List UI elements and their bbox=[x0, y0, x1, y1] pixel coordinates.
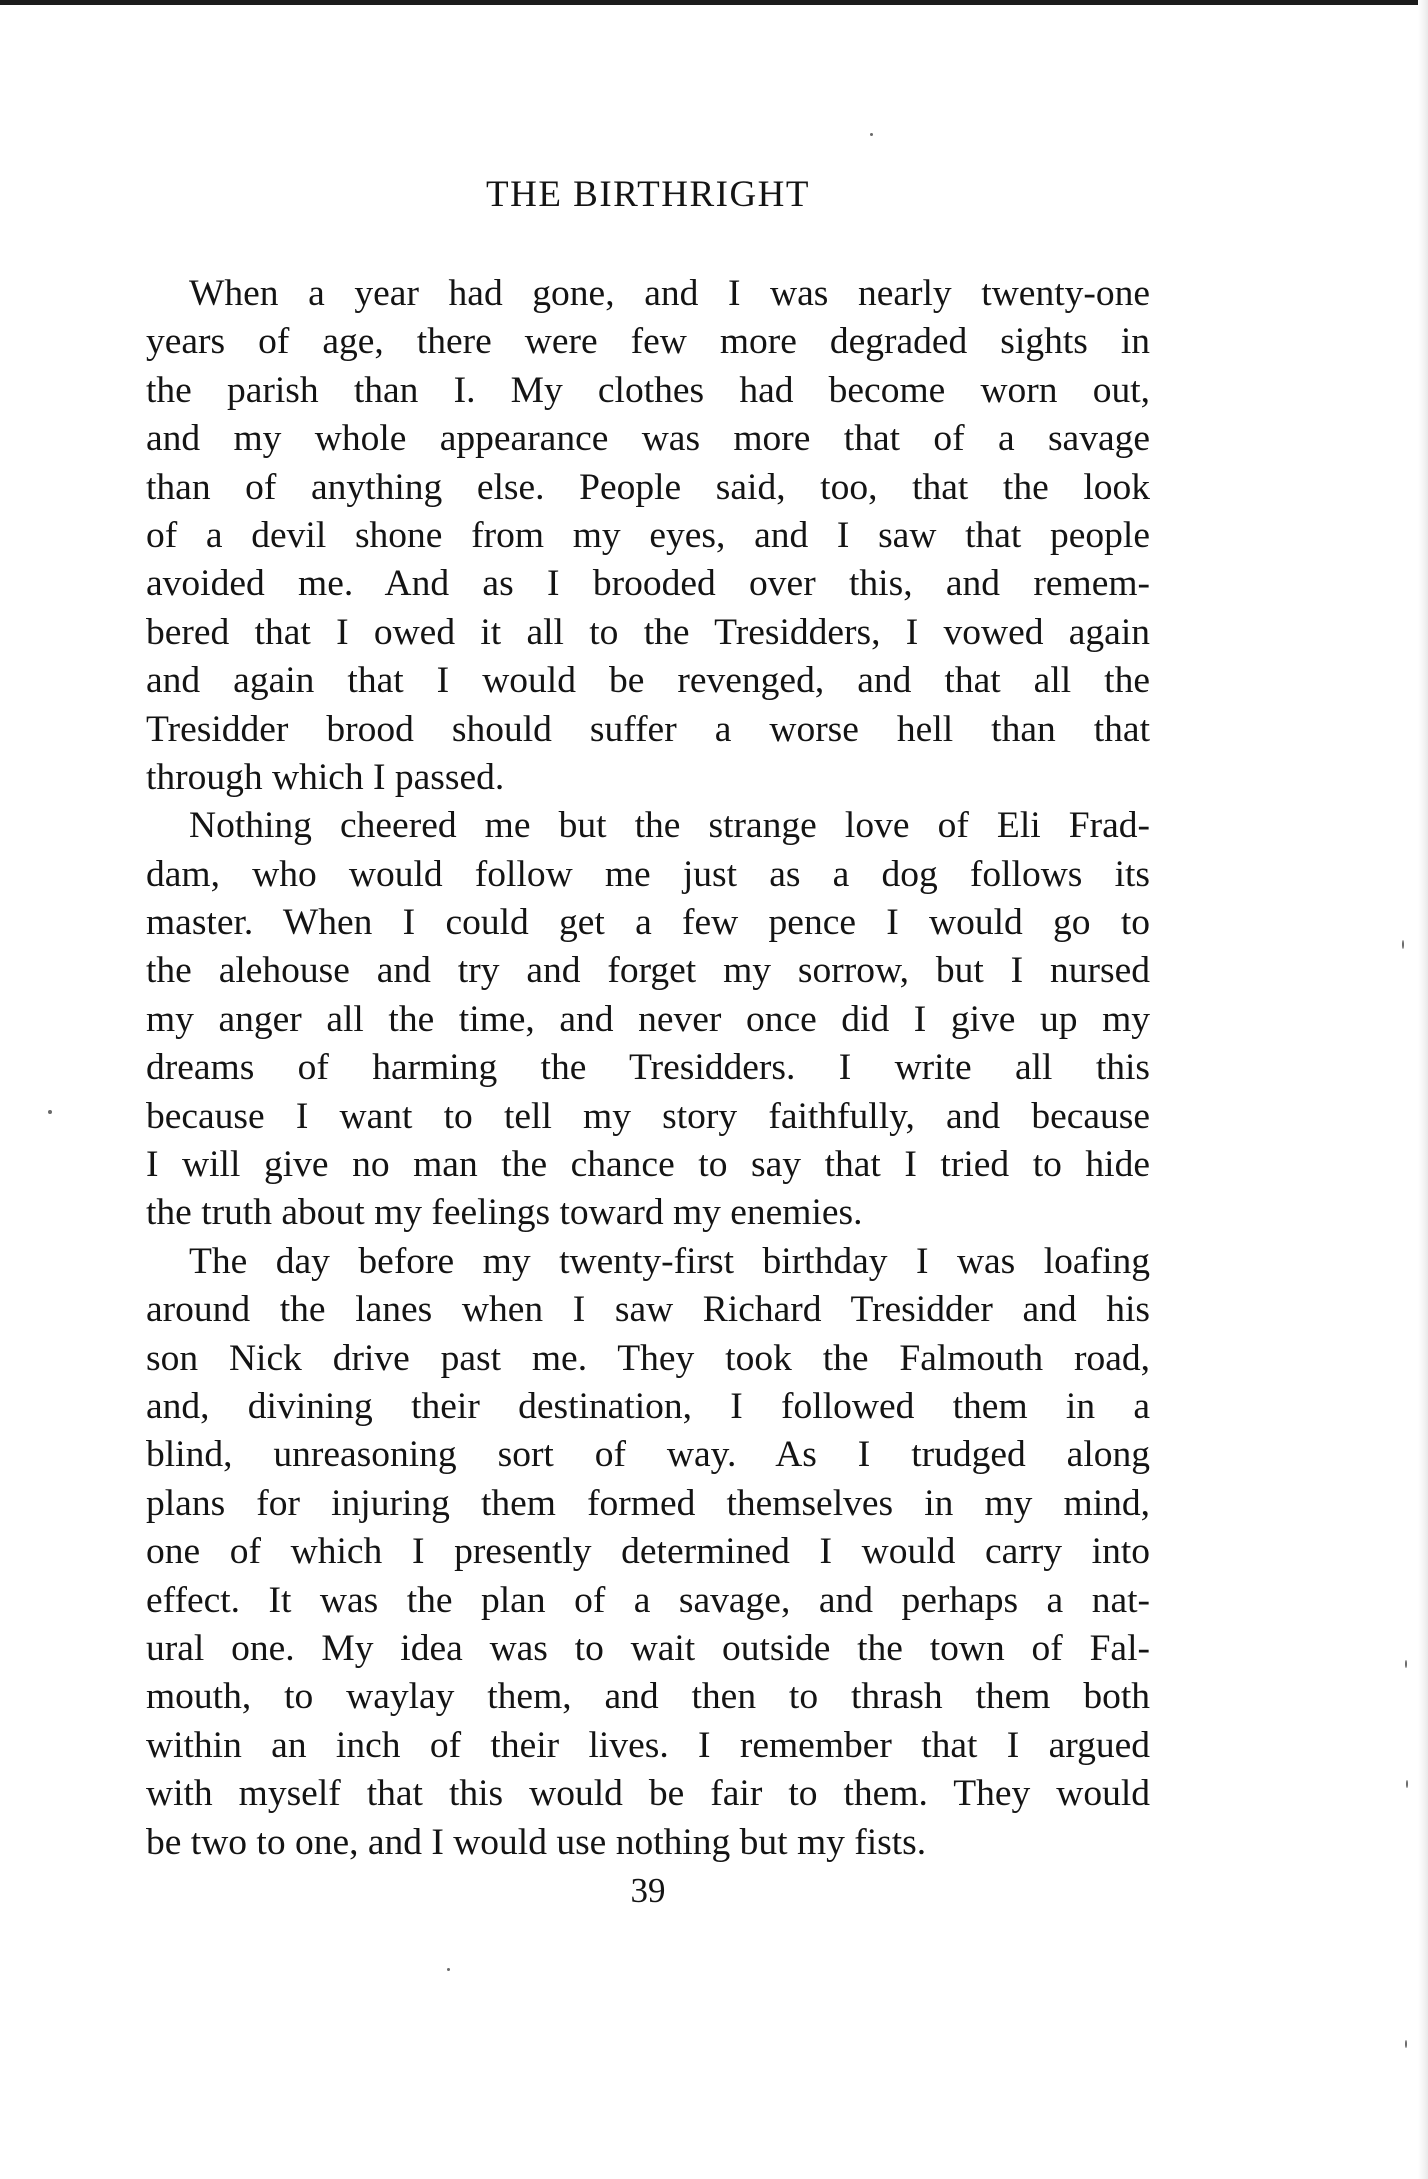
text-line: be two to one, and I would use nothing but my fists. bbox=[146, 1821, 927, 1863]
text-line: of a devil shone from my eyes, and I saw that people bbox=[146, 514, 1150, 556]
paragraph bbox=[146, 802, 1150, 1238]
scan-top-border bbox=[0, 0, 1428, 5]
text-line: within an inch of their lives. I remember that I argued bbox=[146, 1724, 1150, 1766]
text-line: years of age, there were few more degraded sights in bbox=[146, 321, 1150, 363]
text-line: master. When I could get a few pence I would go to bbox=[146, 902, 1150, 944]
body-text bbox=[146, 270, 1150, 1867]
scan-speck bbox=[870, 133, 873, 136]
text-line: my anger all the time, and never once did I give up my bbox=[146, 998, 1150, 1040]
text-line: and my whole appearance was more that of a savage bbox=[146, 418, 1150, 460]
text-line: than of anything else. People said, too, that the look bbox=[146, 466, 1150, 508]
text-line: blind, unreasoning sort of way. As I trudged along bbox=[146, 1434, 1150, 1476]
text-line: The day before my twenty-first birthday I was loafing bbox=[189, 1240, 1150, 1282]
scan-right-edge bbox=[1418, 0, 1428, 2179]
text-line: effect. It was the plan of a savage, and perhaps a nat- bbox=[146, 1579, 1150, 1621]
text-line: avoided me. And as I brooded over this, and remem- bbox=[146, 563, 1150, 605]
text-line: Tresidder brood should suffer a worse hell than that bbox=[146, 708, 1150, 750]
text-line: the truth about my feelings toward my enemies. bbox=[146, 1192, 863, 1234]
text-line: around the lanes when I saw Richard Tresidder and his bbox=[146, 1289, 1150, 1331]
text-line: dam, who would follow me just as a dog follows its bbox=[146, 853, 1150, 895]
scan-speck bbox=[1405, 2040, 1407, 2048]
text-line: ural one. My idea was to wait outside the town of Fal- bbox=[146, 1627, 1150, 1669]
scan-speck bbox=[1405, 1660, 1407, 1668]
text-line: dreams of harming the Tresidders. I write all this bbox=[146, 1047, 1150, 1089]
text-line: bered that I owed it all to the Tresidders, I vowed again bbox=[146, 611, 1150, 653]
text-line: and again that I would be revenged, and that all the bbox=[146, 660, 1150, 702]
text-line: When a year had gone, and I was nearly twenty-one bbox=[189, 273, 1150, 314]
text-line: plans for injuring them formed themselves in my mind, bbox=[146, 1482, 1150, 1524]
text-line: I will give no man the chance to say that I tried to hide bbox=[146, 1144, 1150, 1186]
text-line: because I want to tell my story faithfully, and because bbox=[146, 1095, 1150, 1137]
page-number: 39 bbox=[630, 1871, 666, 1910]
text-line: the alehouse and try and forget my sorrow, but I nursed bbox=[146, 950, 1150, 992]
text-line: through which I passed. bbox=[146, 756, 505, 798]
paragraph bbox=[146, 270, 1150, 802]
scan-speck bbox=[447, 1968, 450, 1971]
scan-speck bbox=[1402, 940, 1404, 949]
text-line: and, divining their destination, I followed them in a bbox=[146, 1385, 1150, 1427]
paragraph bbox=[146, 1238, 1150, 1867]
scan-speck bbox=[1406, 1780, 1408, 1788]
text-line: one of which I presently determined I would carry into bbox=[146, 1531, 1150, 1573]
text-line: mouth, to waylay them, and then to thrash them both bbox=[146, 1676, 1150, 1718]
text-line: with myself that this would be fair to them. They would bbox=[146, 1773, 1150, 1815]
scan-speck bbox=[48, 1110, 52, 1114]
text-line: Nothing cheered me but the strange love of Eli Frad- bbox=[189, 805, 1150, 847]
running-head: THE BIRTHRIGHT bbox=[486, 174, 810, 215]
text-line: son Nick drive past me. They took the Falmouth road, bbox=[146, 1337, 1150, 1379]
text-line: the parish than I. My clothes had become worn out, bbox=[146, 369, 1150, 411]
